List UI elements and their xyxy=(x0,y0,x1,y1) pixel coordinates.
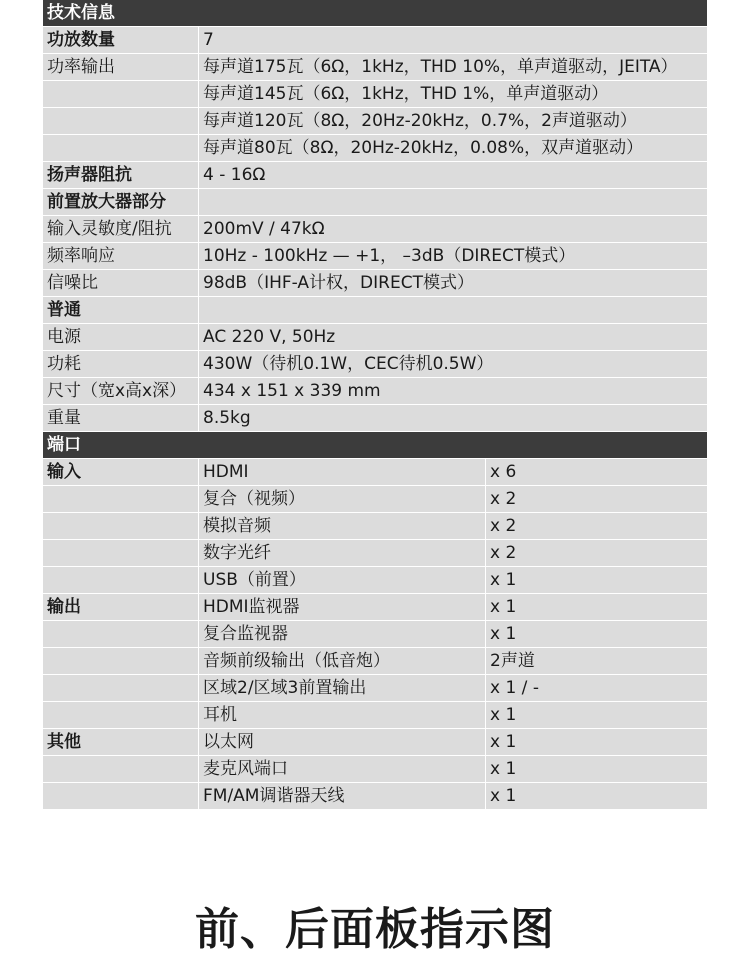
port-quantity: x 1 xyxy=(485,567,707,593)
spec-value: 8.5kg xyxy=(198,405,707,431)
port-name: 区域2/区域3前置输出 xyxy=(198,675,485,701)
spec-table xyxy=(43,0,707,810)
spec-label: 输入灵敏度/阻抗 xyxy=(47,219,172,239)
spec-value: AC 220 V, 50Hz xyxy=(198,324,707,350)
port-group xyxy=(43,540,198,566)
spec-label: 普通 xyxy=(47,300,81,320)
port-row xyxy=(43,783,707,810)
port-row xyxy=(43,729,707,756)
spec-label: 功率输出 xyxy=(47,57,115,77)
spec-value: 10Hz - 100kHz — +1， –3dB（DIRECT模式） xyxy=(198,243,707,269)
port-group xyxy=(43,702,198,728)
port-quantity: x 1 xyxy=(485,621,707,647)
port-row xyxy=(43,648,707,675)
spec-row xyxy=(43,324,707,351)
spec-row xyxy=(43,351,707,378)
port-group: 输入 xyxy=(47,462,81,482)
port-name: 以太网 xyxy=(198,729,485,755)
port-row xyxy=(43,594,707,621)
spec-row xyxy=(43,243,707,270)
port-group xyxy=(43,567,198,593)
spec-value xyxy=(198,297,707,323)
port-group xyxy=(43,756,198,782)
port-name: 耳机 xyxy=(198,702,485,728)
port-name: HDMI监视器 xyxy=(198,594,485,620)
port-group xyxy=(43,675,198,701)
spec-label: 重量 xyxy=(47,408,81,428)
port-name: FM/AM调谐器天线 xyxy=(198,783,485,809)
spec-row xyxy=(43,27,707,54)
spec-value: 200mV / 47kΩ xyxy=(198,216,707,242)
port-row xyxy=(43,486,707,513)
port-row xyxy=(43,621,707,648)
port-quantity: x 1 xyxy=(485,702,707,728)
spec-label: 功放数量 xyxy=(47,30,115,50)
port-name: 麦克风端口 xyxy=(198,756,485,782)
spec-label xyxy=(43,108,198,134)
spec-value: 434 x 151 x 339 mm xyxy=(198,378,707,404)
spec-row xyxy=(43,378,707,405)
port-group xyxy=(43,486,198,512)
port-group xyxy=(43,513,198,539)
port-row xyxy=(43,702,707,729)
spec-row xyxy=(43,216,707,243)
port-group: 输出 xyxy=(47,597,81,617)
port-row xyxy=(43,567,707,594)
port-name: 模拟音频 xyxy=(198,513,485,539)
port-quantity: 2声道 xyxy=(485,648,707,674)
spec-row xyxy=(43,297,707,324)
spec-row xyxy=(43,405,707,432)
spec-value xyxy=(198,189,707,215)
section-title: 技术信息 xyxy=(47,3,115,23)
spec-label xyxy=(43,81,198,107)
spec-value: 4 - 16Ω xyxy=(198,162,707,188)
spec-label: 电源 xyxy=(47,327,81,347)
port-quantity: x 1 xyxy=(485,729,707,755)
spec-label: 尺寸（宽x高x深） xyxy=(47,381,187,401)
spec-value: 每声道145瓦（6Ω，1kHz，THD 1%，单声道驱动） xyxy=(198,81,707,107)
port-quantity: x 2 xyxy=(485,513,707,539)
port-quantity: x 1 xyxy=(485,594,707,620)
port-name: 复合（视频） xyxy=(198,486,485,512)
panel-diagram-title: 前、后面板指示图 xyxy=(195,904,555,955)
port-quantity: x 1 / - xyxy=(485,675,707,701)
section-header xyxy=(43,0,707,27)
spec-value: 每声道175瓦（6Ω，1kHz，THD 10%，单声道驱动，JEITA） xyxy=(198,54,707,80)
port-group xyxy=(43,621,198,647)
port-name: USB（前置） xyxy=(198,567,485,593)
spec-label: 功耗 xyxy=(47,354,81,374)
spec-row xyxy=(43,162,707,189)
spec-row xyxy=(43,54,707,81)
port-row xyxy=(43,459,707,486)
port-group xyxy=(43,783,198,809)
spec-value: 98dB（IHF-A计权，DIRECT模式） xyxy=(198,270,707,296)
port-name: 音频前级输出（低音炮） xyxy=(198,648,485,674)
spec-label: 信噪比 xyxy=(47,273,98,293)
spec-value: 7 xyxy=(198,27,707,53)
section-header xyxy=(43,432,707,459)
port-row xyxy=(43,513,707,540)
spec-row xyxy=(43,108,707,135)
spec-value: 每声道120瓦（8Ω，20Hz-20kHz，0.7%，2声道驱动） xyxy=(198,108,707,134)
spec-row xyxy=(43,270,707,297)
port-name: HDMI xyxy=(198,459,485,485)
spec-row xyxy=(43,81,707,108)
port-quantity: x 2 xyxy=(485,486,707,512)
spec-label: 扬声器阻抗 xyxy=(47,165,132,185)
port-name: 数字光纤 xyxy=(198,540,485,566)
section-title: 端口 xyxy=(47,435,81,455)
port-row xyxy=(43,756,707,783)
spec-value: 430W（待机0.1W，CEC待机0.5W） xyxy=(198,351,707,377)
port-group: 其他 xyxy=(47,732,81,752)
spec-label xyxy=(43,135,198,161)
spec-row xyxy=(43,189,707,216)
port-quantity: x 2 xyxy=(485,540,707,566)
port-quantity: x 1 xyxy=(485,783,707,809)
port-group xyxy=(43,648,198,674)
port-quantity: x 1 xyxy=(485,756,707,782)
spec-label: 频率响应 xyxy=(47,246,115,266)
port-quantity: x 6 xyxy=(485,459,707,485)
port-name: 复合监视器 xyxy=(198,621,485,647)
port-row xyxy=(43,540,707,567)
port-row xyxy=(43,675,707,702)
spec-value: 每声道80瓦（8Ω，20Hz-20kHz，0.08%，双声道驱动） xyxy=(198,135,707,161)
spec-row xyxy=(43,135,707,162)
spec-label: 前置放大器部分 xyxy=(47,192,166,212)
